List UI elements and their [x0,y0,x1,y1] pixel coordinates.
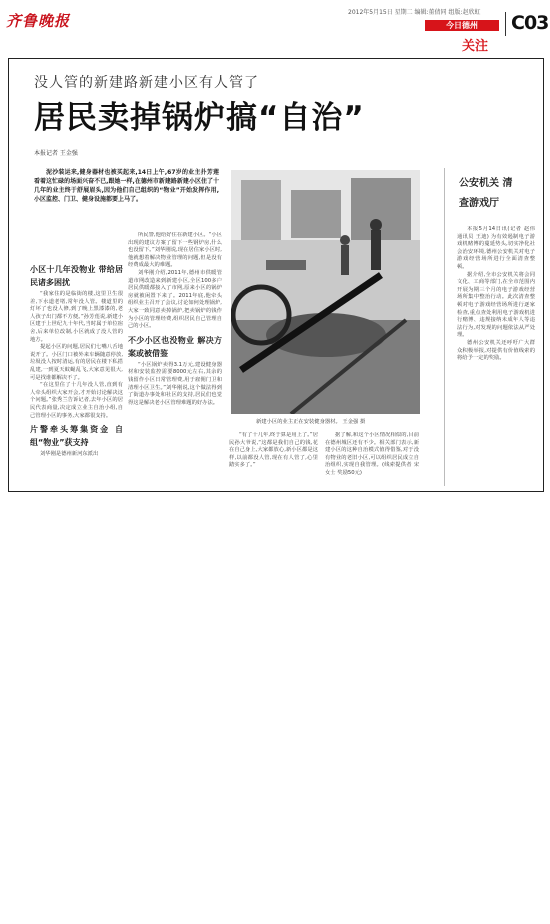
paragraph: 据介绍,全市公安机关将会同文化、工商等部门,在全市范围内开展为期三个月的电子游戏经营场所集中整治行动。此次清查整顿对电子游戏经营场所进行逐家检查,重点查处利用电子游戏机进行赌博、违规接纳未成年人等违法行为,对发现的问题依法从严处理。 [457,271,535,339]
paragraph: 本报5月14日讯(记者 赵伟 通讯员 王迪) 为有效遏制电子游戏机赌博的蔓延势头,切实净化社会治安环境,德州公安机关对电子游戏经营场所进行全面清查整顿。 [457,226,535,270]
photo-caption: 新建小区的业主正在安装健身器材。 王金强 摄 [256,419,366,425]
article-column-4 [325,432,419,488]
article-headline: 居民卖掉锅炉搞“自治” [34,100,365,136]
news-photo [231,170,420,414]
article-column-2 [128,232,222,488]
sidebar-title: 公安机关 清查游戏厅 [459,178,513,209]
paragraph: “我家住的是临街的楼,这里卫生很差,下水道老堵,常年没人管。楼道里的灯坏了也没人修,到了晚上黑漆漆的,老人孩子出门都不方便。”孙芳莲说,新建小区建于上世纪九十年代,当时属于单位宿舍,后来单位改制,小区就成了没人管的地方。 [30,291,123,343]
masthead-divider [505,12,506,36]
article-lead: 泥沙装运来,健身器材也被买起来,14日上午,67岁的业主扑芳莲看着这忙碌的场面兴奋不已,跟她一样,在德州市新建路新建小区住了十几年的业主终于舒展眉头,因为他们自己组织的“物业”开始发挥作用,小区监控、门卫、健身设施都要上马了。 [34,169,219,203]
paragraph: 刘华刚介绍,2011年,德州市供暖管道市网改造来到新建小区,全区100多户居民供暖都接入了市网,原来小区的锅炉房就被闲置下来了。2011年底,他牵头组织业主召开了会议,讨论如何处理锅炉,大家一致同意卖掉锅炉,把卖锅炉的钱作为小区的管理经费,组织居民自己管理自己的小区。 [128,269,222,330]
sidebar-article [457,226,535,484]
paragraph: “有了十几年,终于算是用上了。”居民孙大爷说,“这都是我们自己的钱,花在自己身上,大家都放心,新小区都是这样,以前都没人管,现在有人管了,心里踏实多了。” [229,432,318,469]
article-byline: 本报记者 王金强 [34,150,78,157]
paragraph: “小区锅炉卖得3.1万元,建设健身器材和安装监控需要8000元左右,其余的钱留作小区日常管理费,用于雇佣门卫和清理小区卫生。”刘华刚说,这个做法得到了街道办事处和社区的支持,居民们也觉得这是解决老小区管理难题的好办法。 [128,361,222,406]
masthead [0,0,550,58]
section-subhead: 片警牵头筹集资金 自组“物业”获支持 [30,425,123,448]
paragraph: “在这里住了十几年没人管,直到有人牵头组织大家开会,才开始讨论解决这个问题。”张秀兰告诉记者,去年小区的居民代表商量,决定成立业主自治小组,自己管理小区的事务,大家都很支持。 [30,382,123,419]
paragraph: 德州公安机关还呼吁广大群众积极举报,对提供有价值线索的将给予一定的奖励。 [457,339,535,362]
article-column-3 [229,432,318,488]
paragraph: 所民警,他给好住在新建小区。“小区出现的建议方案了留下一些钢炉房,什么也没留下。”刘华刚说,现在居住家小区时,他就想着解决物业管理的问题,但是没有经费成最大的难题。 [128,232,222,269]
section-label: 关注 [462,39,489,54]
section-subhead: 小区十几年没物业 带给居民诸多困扰 [30,265,123,287]
section-subhead: 不少小区也没物业 解决方案或被借鉴 [128,335,222,358]
paragraph: 刘华刚是德州新河东派出 [40,451,99,458]
paragraph: 提起小区的问题,居民们七嘴八舌地说开了。小区门口被外来车辆随意停放,垃圾没人按时清运,有的居民在楼下私搭乱建,一到夏天蚊蝇乱飞,大家意见很大,可是找谁都解决不了。 [30,344,123,381]
sidebar-divider [444,168,445,486]
article-kicker: 没人管的新建路新建小区有人管了 [34,75,259,91]
newspaper-logo: 齐鲁晚报 [6,12,71,30]
dateline: 2012年5月15日 星期二 编辑:董倩同 组版:赵欣虹 [348,9,481,16]
page-number: C03 [511,12,549,34]
photo-illustration [231,170,420,414]
article-column-1 [30,260,123,488]
section-tab: 今日德州 [425,20,499,31]
paragraph: 据了解,和这个小区情况相似的,目前在德州城区还有不少。相关部门表示,新建小区的这种自治模式值得借鉴,对于没有物业的老旧小区,可以组织居民成立自治组织,实现自我管理。(线索提供者 宋女士 奖励50元) [325,432,419,476]
